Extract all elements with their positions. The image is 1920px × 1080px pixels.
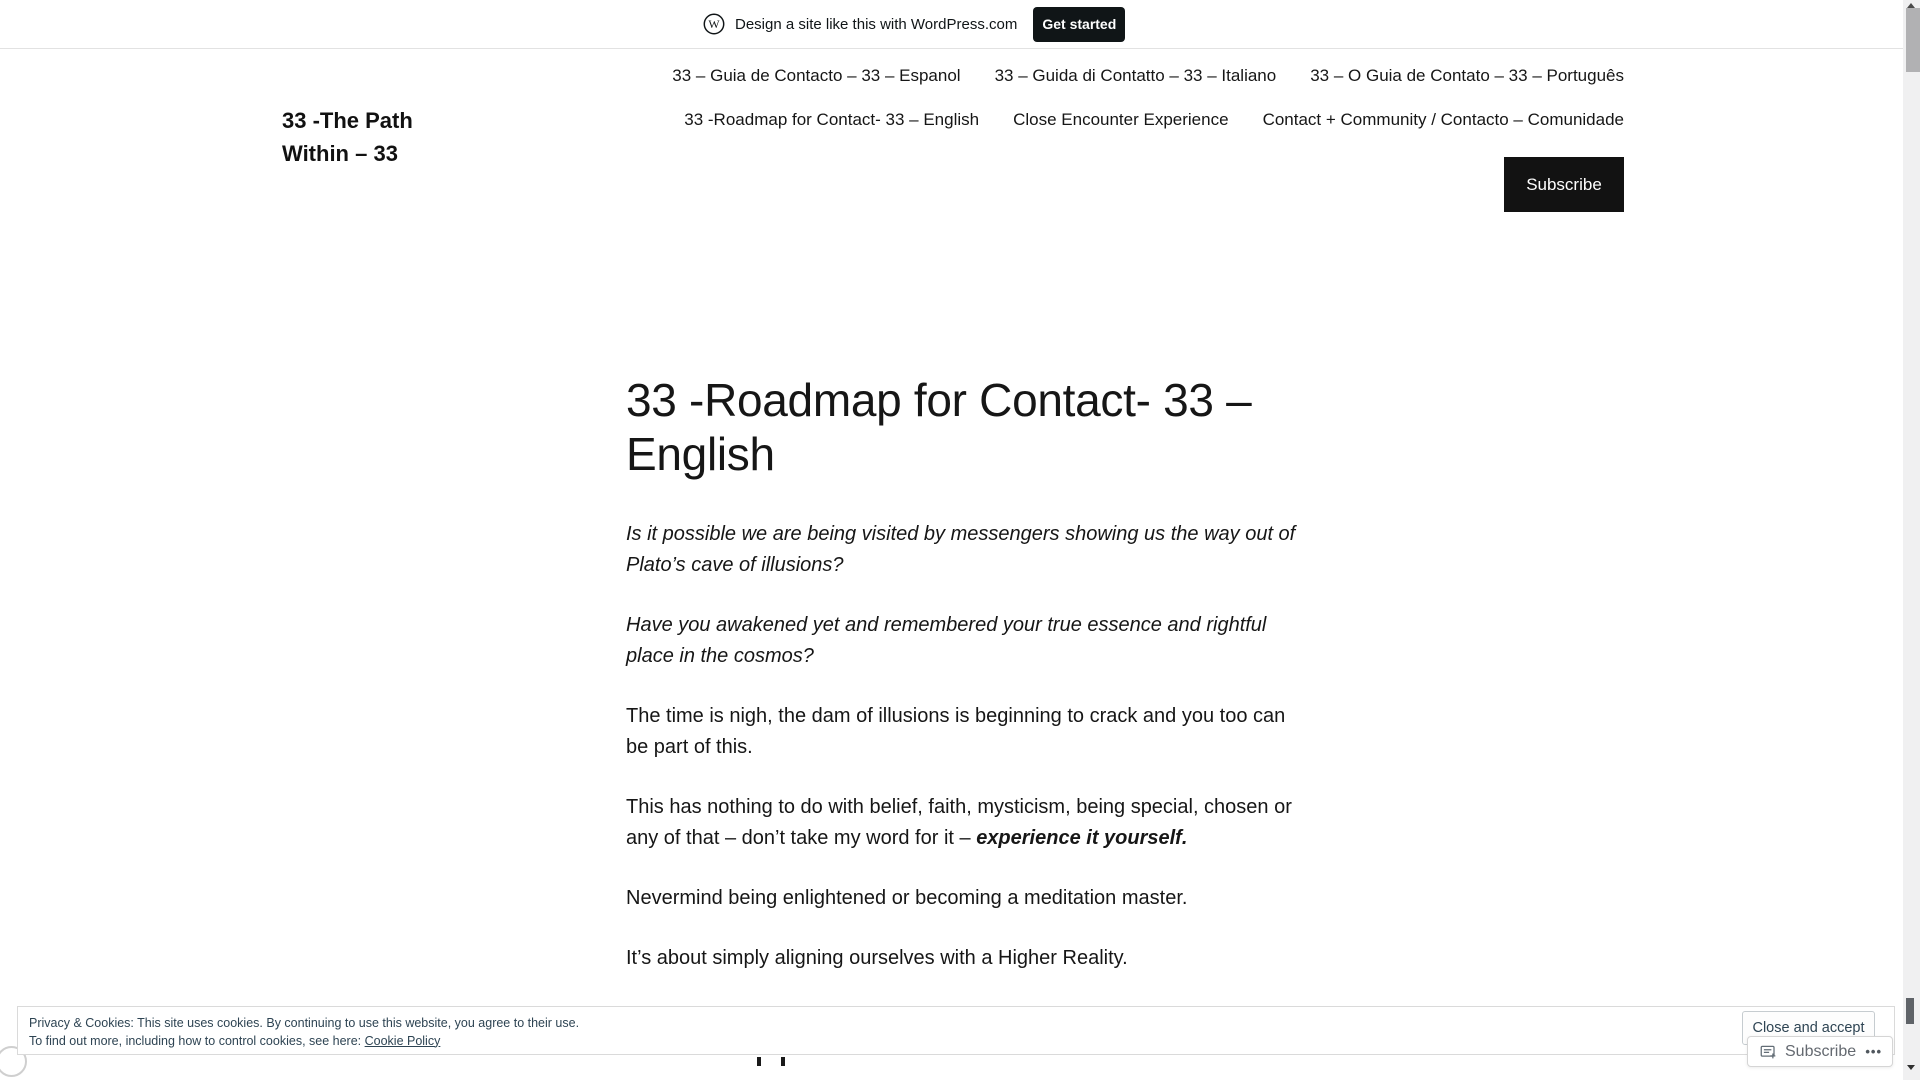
get-started-button[interactable]: Get started bbox=[1033, 7, 1125, 42]
nav-item-contact-community[interactable]: Contact + Community / Contacto – Comunidade bbox=[1262, 110, 1624, 129]
main-nav-row2 bbox=[684, 110, 1624, 130]
article-paragraph: Have you awakened yet and remembered your true essence and rightful place in the cosmos? bbox=[626, 614, 1267, 667]
site-title-line2: Within – 33 bbox=[282, 141, 398, 166]
main-nav-row1 bbox=[672, 66, 1624, 86]
scrollbar-down-arrow-icon[interactable] bbox=[1907, 1065, 1915, 1070]
clipped-article-text bbox=[757, 1057, 761, 1066]
subscribe-icon bbox=[1759, 1043, 1777, 1061]
nav-item-espanol[interactable]: 33 – Guia de Contacto – 33 – Espanol bbox=[672, 66, 961, 85]
site-title[interactable] bbox=[282, 104, 413, 170]
ellipsis-menu-icon[interactable]: ••• bbox=[1865, 1044, 1882, 1059]
site-title-line1: 33 -The Path bbox=[282, 108, 413, 133]
action-bar-subscribe-label[interactable]: Subscribe bbox=[1785, 1042, 1857, 1060]
cookie-policy-link[interactable]: Cookie Policy bbox=[364, 1033, 441, 1048]
article bbox=[626, 373, 1296, 1003]
nav-item-english[interactable]: 33 -Roadmap for Contact- 33 – English bbox=[684, 110, 980, 129]
article-paragraph: The time is nigh, the dam of illusions is beginning to crack and you too can be part of this. bbox=[626, 705, 1286, 758]
wordpress-promo-banner bbox=[0, 0, 1903, 49]
scrollbar-thumb[interactable] bbox=[1906, 8, 1920, 72]
article-paragraph: Nevermind being enlightened or becoming a meditation master. bbox=[626, 887, 1188, 909]
cookie-notice-line2 bbox=[29, 1033, 1894, 1051]
article-paragraph: It’s about simply aligning ourselves with a Higher Reality. bbox=[626, 947, 1128, 969]
article-paragraph: This has nothing to do with belief, faith, mysticism, being special, chosen or any of that – don’t take my word for it – experience it yourself. bbox=[626, 796, 1292, 849]
banner-text: Design a site like this with WordPress.com bbox=[735, 15, 1018, 33]
cookie-notice-line2-text: To find out more, including how to control cookies, see here: bbox=[29, 1033, 365, 1048]
cookie-notice-bar bbox=[17, 1006, 1895, 1055]
wordpress-logo-icon bbox=[703, 13, 725, 35]
cookie-notice-line1: Privacy & Cookies: This site uses cookies. By continuing to use this website, you agree to their use. bbox=[29, 1016, 580, 1030]
subscribe-action-bar bbox=[1747, 1036, 1893, 1067]
article-paragraph: Is it possible we are being visited by messengers showing us the way out of Plato’s cave of illusions? bbox=[626, 523, 1296, 576]
nav-item-close-encounter[interactable]: Close Encounter Experience bbox=[1013, 110, 1229, 129]
close-and-accept-button[interactable]: Close and accept bbox=[1742, 1011, 1875, 1045]
nav-item-italiano[interactable]: 33 – Guida di Contatto – 33 – Italiano bbox=[994, 66, 1277, 85]
header-subscribe-button[interactable]: Subscribe bbox=[1504, 157, 1624, 212]
svg-text:W: W bbox=[708, 16, 720, 31]
nav-item-portugues[interactable]: 33 – O Guia de Contato – 33 – Português bbox=[1310, 66, 1624, 85]
secondary-scrollbar-thumb bbox=[1906, 998, 1914, 1024]
page-title: 33 -Roadmap for Contact- 33 – English bbox=[626, 374, 1252, 480]
scrollbar[interactable] bbox=[1903, 0, 1920, 1080]
clipped-article-text bbox=[781, 1057, 785, 1066]
